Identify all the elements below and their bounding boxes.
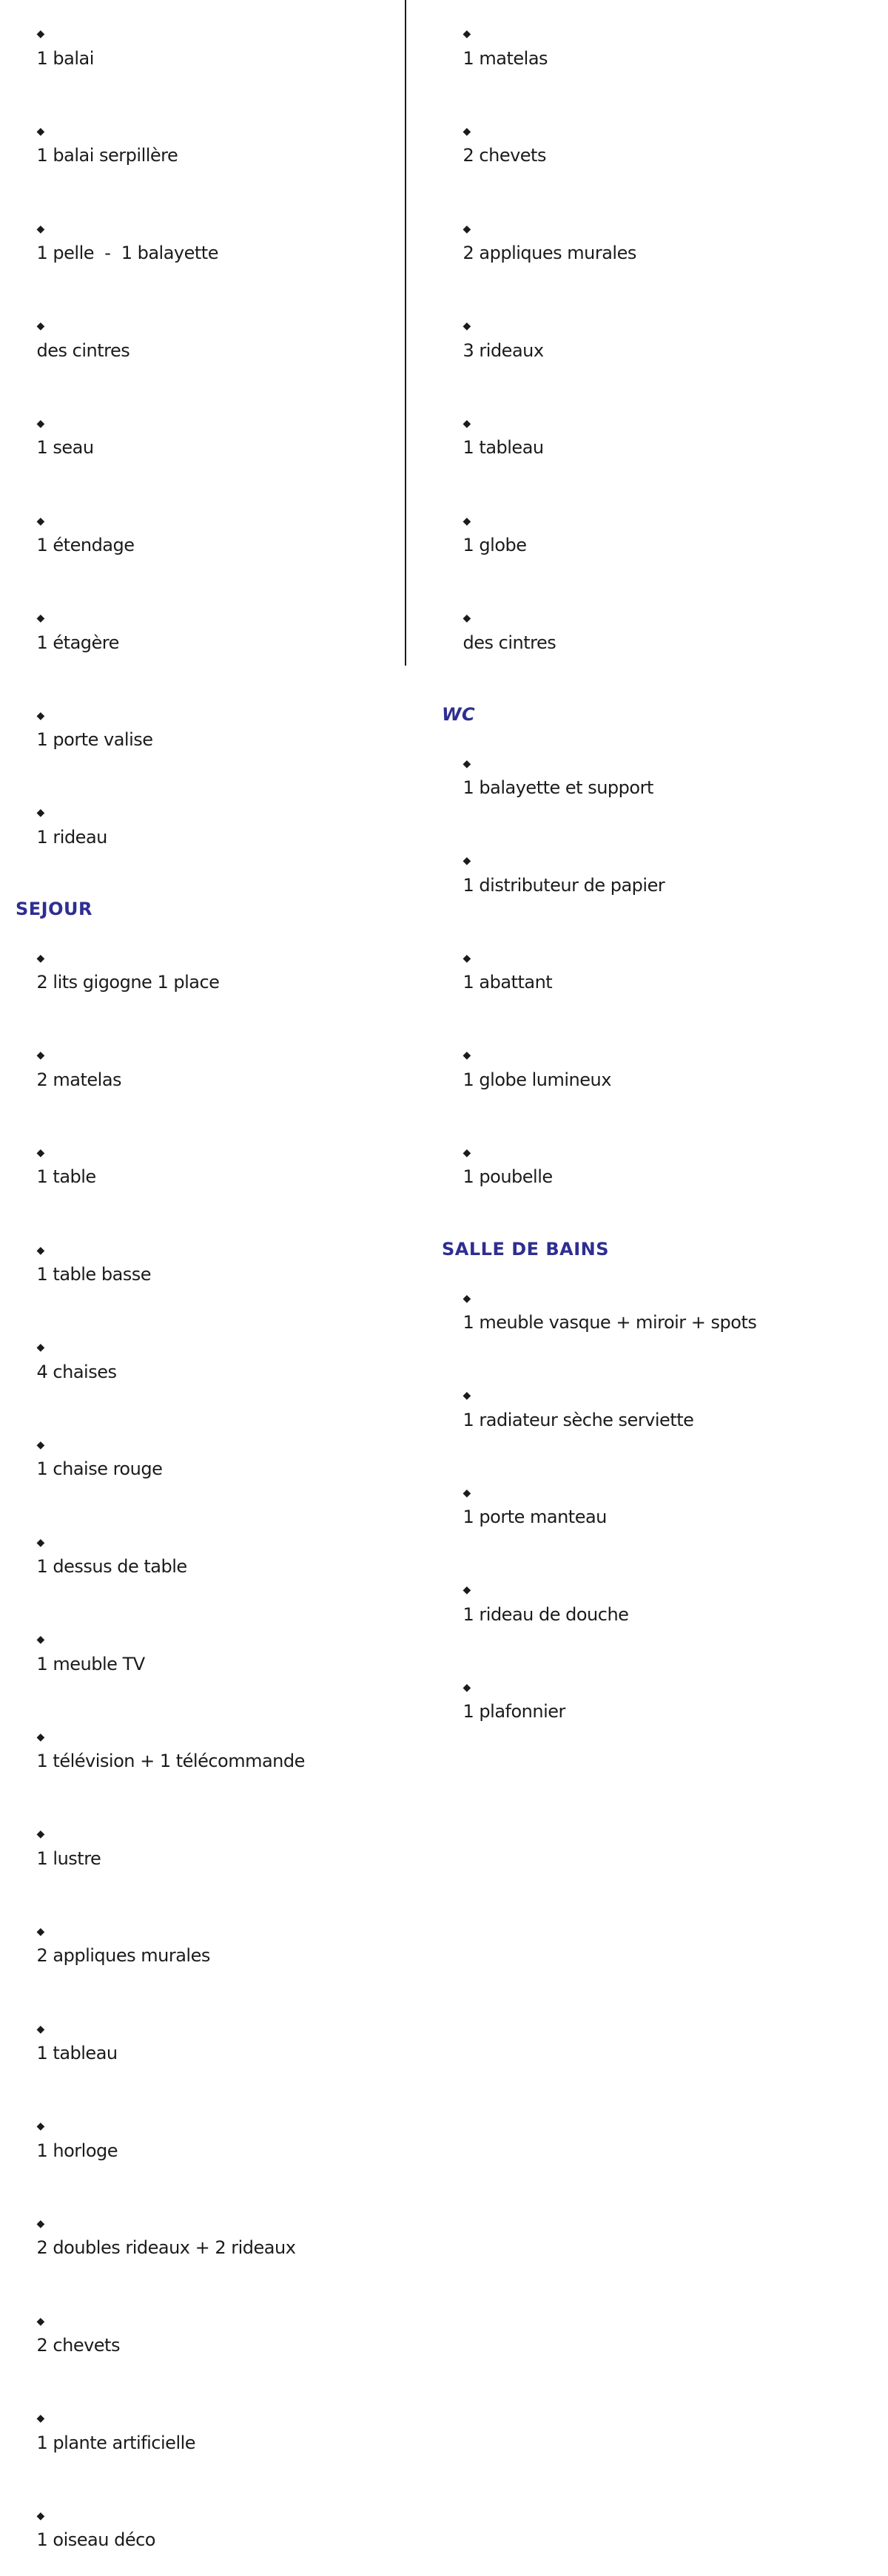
item-list [442, 1261, 875, 1748]
item-label: 2 doubles rideaux + 2 rideaux [36, 2237, 296, 2259]
diamond-bullet-icon: ◆ [462, 757, 471, 770]
diamond-bullet-icon: ◆ [462, 417, 471, 430]
list-item [442, 192, 875, 289]
item-label: 2 matelas [36, 1069, 122, 1090]
item-label: 1 étendage [36, 534, 135, 555]
item-label: 3 rideaux [462, 339, 544, 361]
list-item [442, 726, 875, 824]
diamond-bullet-icon: ◆ [462, 223, 471, 235]
section-heading: WC [442, 703, 476, 725]
item-label: 1 dessus de table [36, 1555, 187, 1577]
item-label: 1 porte valise [36, 729, 153, 751]
item-label: 1 globe lumineux [462, 1069, 611, 1090]
item-label: 1 balayette et support [462, 777, 653, 798]
diamond-bullet-icon: ◆ [462, 1147, 471, 1160]
item-list [16, 0, 389, 873]
list-item [16, 776, 389, 873]
list-item [16, 95, 389, 192]
item-label: 2 appliques murales [462, 243, 636, 264]
diamond-bullet-icon: ◆ [36, 709, 45, 722]
list-item [442, 1018, 875, 1116]
diamond-bullet-icon: ◆ [462, 28, 471, 41]
item-label: 1 poubelle [462, 1166, 553, 1188]
diamond-bullet-icon: ◆ [462, 1487, 471, 1499]
diamond-bullet-icon: ◆ [36, 1147, 45, 1160]
diamond-bullet-icon: ◆ [36, 1244, 45, 1257]
diamond-bullet-icon: ◆ [36, 2120, 45, 2133]
item-label: 2 chevets [36, 2334, 120, 2356]
list-item [442, 0, 875, 95]
diamond-bullet-icon: ◆ [36, 126, 45, 138]
list-item [16, 1992, 389, 2089]
list-item [16, 1311, 389, 1408]
diamond-bullet-icon: ◆ [462, 612, 471, 625]
item-label: 1 abattant [462, 972, 553, 993]
list-item [16, 1505, 389, 1603]
list-item [16, 1895, 389, 1992]
diamond-bullet-icon: ◆ [36, 223, 45, 235]
item-list [442, 726, 875, 1213]
list-item [16, 192, 389, 289]
diamond-bullet-icon: ◆ [36, 2217, 45, 2230]
item-label: 1 table basse [36, 1264, 152, 1285]
list-item [16, 1603, 389, 1700]
item-label: 1 seau [36, 437, 94, 459]
list-item [16, 484, 389, 581]
diamond-bullet-icon: ◆ [36, 2023, 45, 2035]
diamond-bullet-icon: ◆ [462, 515, 471, 527]
item-label: 2 lits gigogne 1 place [36, 972, 220, 993]
diamond-bullet-icon: ◆ [462, 1390, 471, 1402]
inventory-section [442, 0, 875, 678]
item-label: 1 plante artificielle [36, 2432, 196, 2453]
list-item [442, 95, 875, 192]
diamond-bullet-icon: ◆ [36, 1828, 45, 1841]
diamond-bullet-icon: ◆ [462, 1682, 471, 1694]
diamond-bullet-icon: ◆ [36, 1049, 45, 1062]
list-item [16, 581, 389, 679]
item-label: 1 rideau [36, 826, 107, 848]
diamond-bullet-icon: ◆ [36, 2509, 45, 2522]
list-item [442, 289, 875, 387]
inventory-column-left [16, 0, 389, 2576]
diamond-bullet-icon: ◆ [36, 612, 45, 625]
item-label: des cintres [36, 339, 130, 361]
item-label: 4 chaises [36, 1361, 117, 1382]
item-label: 1 pelle - 1 balayette [36, 243, 218, 264]
list-item [442, 921, 875, 1018]
item-label: 1 oiseau déco [36, 2529, 155, 2551]
list-item [16, 1116, 389, 1214]
diamond-bullet-icon: ◆ [462, 126, 471, 138]
list-item [16, 1700, 389, 1797]
list-item [442, 484, 875, 581]
item-label: 1 table [36, 1166, 96, 1188]
item-label: 1 télévision + 1 télécommande [36, 1751, 305, 1772]
list-item [16, 2478, 389, 2576]
list-item [16, 2187, 389, 2285]
diamond-bullet-icon: ◆ [36, 2315, 45, 2327]
diamond-bullet-icon: ◆ [36, 515, 45, 527]
list-item [16, 1018, 389, 1116]
diamond-bullet-icon: ◆ [462, 855, 471, 868]
list-item [16, 1213, 389, 1311]
column-divider-line [405, 0, 406, 666]
diamond-bullet-icon: ◆ [36, 1634, 45, 1646]
list-item [16, 0, 389, 95]
item-label: 1 rideau de douche [462, 1603, 629, 1625]
item-list [16, 921, 389, 2576]
item-list [442, 0, 875, 678]
item-label: 1 balai [36, 47, 94, 69]
item-label: 1 globe [462, 534, 527, 555]
item-label: 1 meuble TV [36, 1653, 145, 1674]
item-label: des cintres [462, 632, 556, 653]
diamond-bullet-icon: ◆ [36, 1439, 45, 1451]
inventory-section [442, 1237, 875, 1748]
list-item [16, 921, 389, 1018]
list-item [442, 387, 875, 484]
item-label: 2 chevets [462, 145, 546, 166]
diamond-bullet-icon: ◆ [36, 1926, 45, 1938]
item-label: 1 tableau [36, 2043, 118, 2064]
section-heading: SALLE DE BAINS [442, 1238, 610, 1260]
list-item [16, 2381, 389, 2479]
list-item [442, 1651, 875, 1748]
item-label: 1 balai serpillère [36, 145, 178, 166]
list-item [442, 1116, 875, 1214]
list-item [442, 581, 875, 679]
list-item [16, 2284, 389, 2381]
diamond-bullet-icon: ◆ [462, 1049, 471, 1062]
diamond-bullet-icon: ◆ [462, 952, 471, 964]
list-item [16, 2089, 389, 2187]
diamond-bullet-icon: ◆ [36, 2413, 45, 2425]
list-item [442, 824, 875, 922]
inventory-column-right [442, 0, 875, 1748]
list-item [442, 1456, 875, 1553]
diamond-bullet-icon: ◆ [36, 1731, 45, 1743]
inventory-section [442, 703, 875, 1214]
item-label: 1 horloge [36, 2140, 118, 2161]
item-label: 1 radiateur sèche serviette [462, 1409, 694, 1430]
list-item [442, 1359, 875, 1456]
item-label: 1 lustre [36, 1848, 101, 1869]
list-item [16, 1797, 389, 1895]
item-label: 1 plafonnier [462, 1701, 565, 1723]
section-heading: SEJOUR [16, 899, 92, 920]
list-item [16, 1408, 389, 1506]
item-label: 1 meuble vasque + miroir + spots [462, 1311, 757, 1333]
diamond-bullet-icon: ◆ [36, 28, 45, 41]
list-item [16, 387, 389, 484]
diamond-bullet-icon: ◆ [36, 1536, 45, 1549]
inventory-section [16, 0, 389, 873]
diamond-bullet-icon: ◆ [36, 320, 45, 333]
item-label: 2 appliques murales [36, 1945, 210, 1967]
inventory-section [16, 897, 389, 2576]
item-label: 1 porte manteau [462, 1507, 607, 1528]
diamond-bullet-icon: ◆ [462, 1584, 471, 1597]
item-label: 1 tableau [462, 437, 544, 459]
item-label: 1 étagère [36, 632, 119, 653]
diamond-bullet-icon: ◆ [36, 952, 45, 964]
diamond-bullet-icon: ◆ [36, 417, 45, 430]
diamond-bullet-icon: ◆ [462, 1292, 471, 1305]
list-item [442, 1261, 875, 1359]
list-item [16, 678, 389, 776]
diamond-bullet-icon: ◆ [462, 320, 471, 333]
item-label: 1 matelas [462, 47, 548, 69]
list-item [442, 1553, 875, 1651]
item-label: 1 chaise rouge [36, 1458, 163, 1480]
list-item [16, 289, 389, 387]
diamond-bullet-icon: ◆ [36, 807, 45, 819]
item-label: 1 distributeur de papier [462, 874, 665, 896]
diamond-bullet-icon: ◆ [36, 1342, 45, 1354]
